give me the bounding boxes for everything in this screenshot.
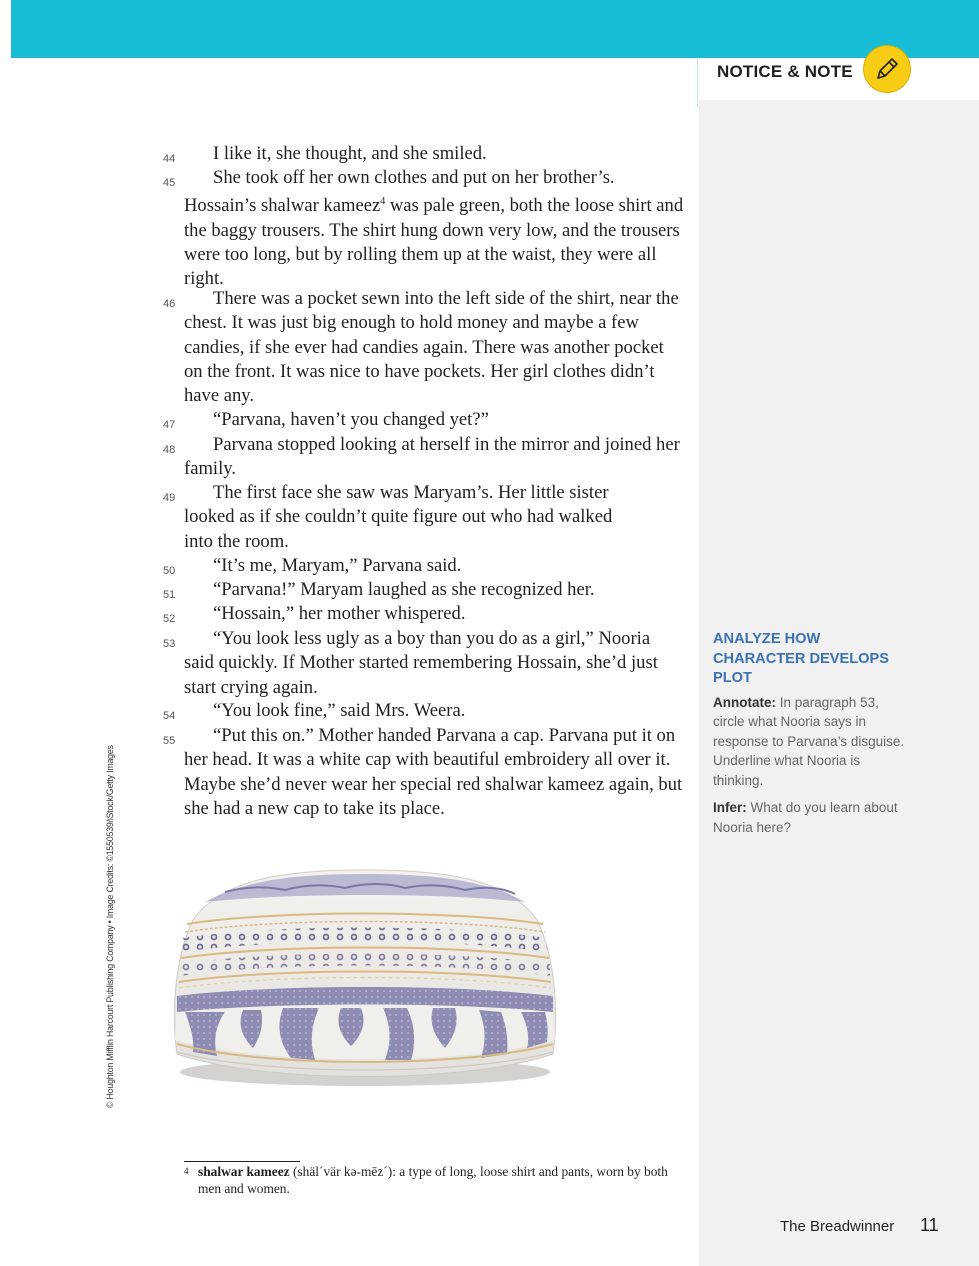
paragraph-number: 47 (163, 419, 176, 431)
paragraph-50 (163, 554, 684, 578)
footnote-body (198, 1163, 684, 1197)
paragraph-text: “Parvana!” Maryam laughed as she recognized her. (213, 579, 595, 600)
annotation-box (713, 630, 913, 837)
image-credit: © Houghton Mifflin Harcourt Publishing Company • Image Credits: ©1550539/iStock/Getty Images (105, 745, 115, 1108)
paragraph-text: “You look less ugly as a boy than you do as a girl,” Nooria said quickly. If Mother started remembering Hossain, she’d just start crying again. (184, 628, 658, 698)
footnote-ref[interactable]: 4 (380, 196, 386, 208)
paragraph-number: 55 (163, 735, 176, 747)
paragraph-55 (163, 724, 684, 821)
annotation-heading: ANALYZE HOW CHARACTER DEVELOPS PLOT (713, 631, 889, 686)
paragraph-48 (163, 433, 684, 482)
footnote-definition: a type of long, loose shirt and pants, worn by both men and women. (198, 1164, 668, 1196)
paragraph-number: 54 (163, 710, 176, 722)
infer-label: Infer: (713, 800, 747, 815)
paragraph-text: “Put this on.” Mother handed Parvana a cap. Parvana put it on her head. It was a white cap with beautiful embroidery all over it. Maybe she’d never wear her special red shalwar kameez again, but she had a new cap to take its place. (184, 725, 683, 819)
annotate-label: Annotate: (713, 694, 776, 710)
embroidered-cap-image (165, 862, 565, 1102)
paragraph-46 (163, 287, 684, 408)
footnote-pronunciation: (shäl´vär kə-mēz´): (289, 1164, 396, 1179)
footnote-rule (184, 1161, 300, 1162)
page-number: 11 (920, 1215, 939, 1235)
annotate-text: In paragraph 53, circle what Nooria says in response to Parvana’s disguise. Underline what Nooria is thinking. (713, 694, 905, 788)
paragraph-text: I like it, she thought, and she smiled. (213, 143, 487, 164)
notice-note-label: NOTICE & NOTE (717, 62, 853, 81)
paragraph-text: Parvana stopped looking at herself in the mirror and joined her family. (184, 434, 680, 480)
divider (697, 58, 698, 106)
paragraph-number: 50 (163, 565, 176, 577)
paragraph-54 (163, 699, 684, 723)
paragraph-number: 53 (163, 638, 176, 650)
footnote (184, 1163, 684, 1197)
paragraph-text: “Hossain,” her mother whispered. (213, 603, 466, 624)
paragraph-number: 49 (163, 492, 176, 504)
annotate-instruction (713, 693, 908, 791)
paragraph-53 (163, 627, 684, 700)
paragraph-44 (163, 142, 684, 166)
paragraph-number: 52 (163, 613, 176, 625)
paragraph-49 (163, 481, 634, 554)
paragraph-number: 46 (163, 298, 176, 310)
paragraph-text: “It’s me, Maryam,” Parvana said. (213, 555, 462, 576)
paragraph-number: 44 (163, 153, 176, 165)
top-color-band (11, 0, 979, 58)
paragraph-text: The first face she saw was Maryam’s. Her little sister looked as if she couldn’t quite figure out who had walked into the room. (184, 482, 613, 552)
infer-question (713, 798, 908, 837)
book-title: The Breadwinner (780, 1218, 895, 1235)
pencil-icon (864, 46, 910, 92)
paragraph-number: 45 (163, 177, 176, 189)
infer-text: What do you learn about Nooria here? (713, 800, 898, 835)
paragraph-text: “Parvana, haven’t you changed yet?” (213, 409, 489, 430)
paragraph-text-cont: was pale green, both the loose shirt and the baggy trousers. The shirt hung down very low, and the trousers were too long, but by rolling them up at the waist, they were all right. (184, 195, 684, 290)
paragraph-47 (163, 408, 684, 432)
footnote-marker: 4 (184, 1166, 189, 1176)
paragraph-45 (163, 166, 684, 292)
paragraph-number: 48 (163, 444, 176, 456)
paragraph-text: “You look fine,” said Mrs. Weera. (213, 700, 466, 721)
paragraph-number: 51 (163, 589, 176, 601)
paragraph-text: She took off her own clothes and put on her brother’s. Hossain’s shalwar kameez (184, 167, 615, 217)
paragraph-51 (163, 578, 684, 602)
footnote-term: shalwar kameez (198, 1164, 290, 1179)
paragraph-52 (163, 602, 684, 626)
paragraph-text: There was a pocket sewn into the left side of the shirt, near the chest. It was just big enough to hold money and maybe a few candies, if she ever had candies again. There was another pocket on the front. It was nice to have pockets. Her girl clothes didn’t have any. (184, 288, 679, 407)
